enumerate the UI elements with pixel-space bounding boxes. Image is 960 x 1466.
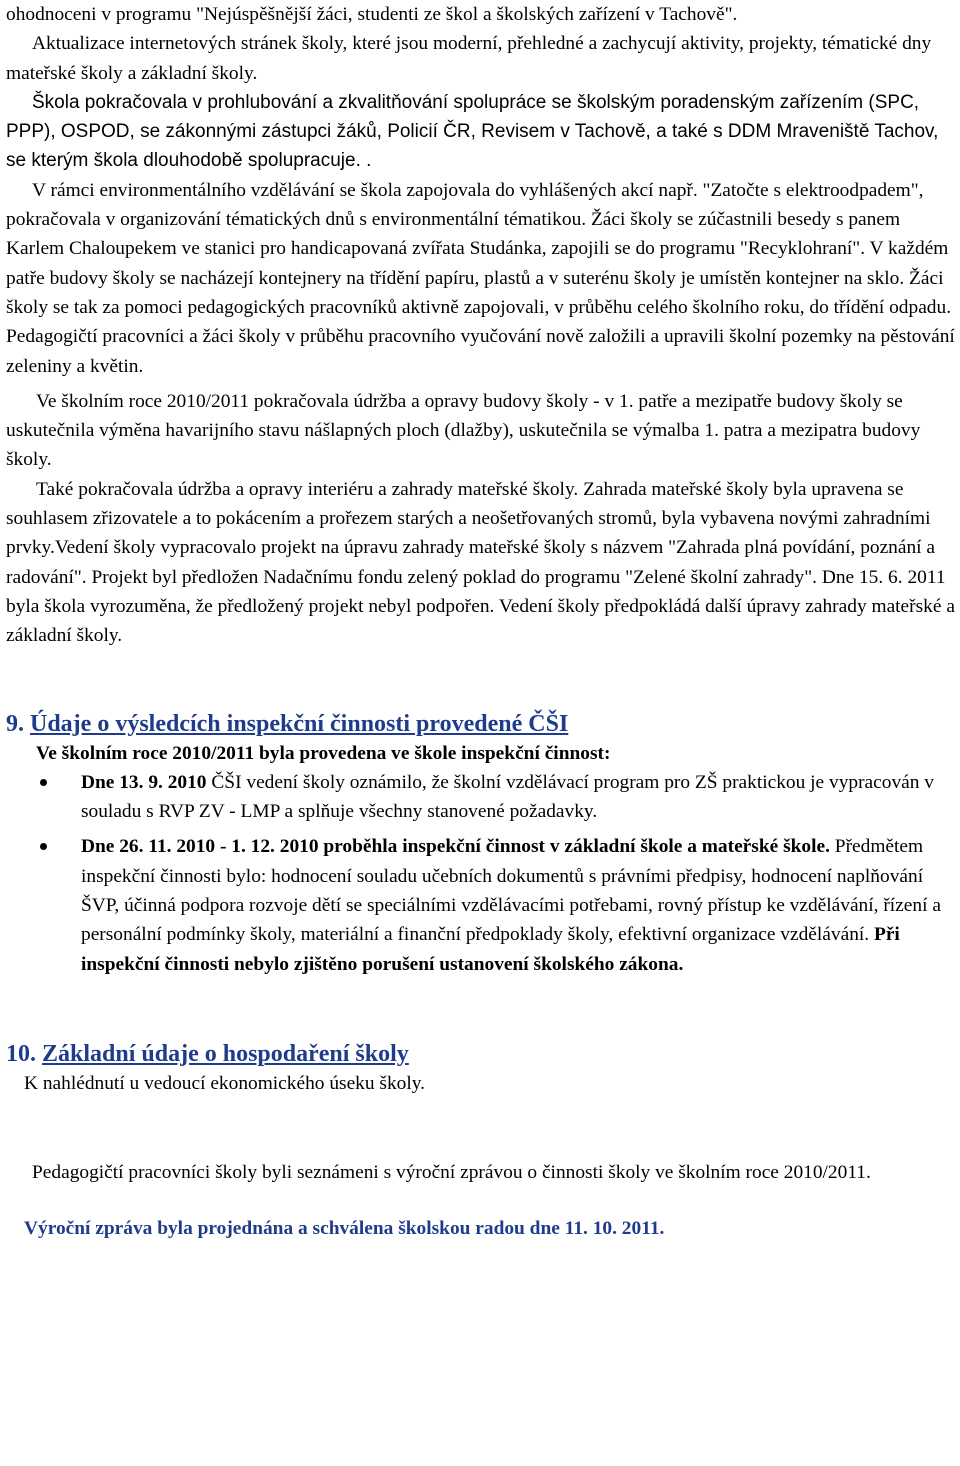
cooperation-paragraph: Škola pokračovala v prohlubování a zkvalitňování spolupráce se školským poradenským zařízením (SPC, PPP), OSPOD, se zákonnými zástupci žáků, Policií ČR, Revisem v Tachově, a také s DDM Mraveniště Tachov, se kterým škola dlouhodobě spolupracuje. . <box>6 91 939 172</box>
inspection-list <box>6 768 956 979</box>
garden-paragraph: Také pokračovala údržba a opravy interiéru a zahrady mateřské školy. Zahrada mateřské školy byla upravena se souhlasem zřizovatele a to pokácením a prořezem starých a neošetřovaných stromů, byla vybavena novými zahradními prvky.Vedení školy vypracovalo projekt na úpravu zahrady mateřské školy s názvem "Zahrada plná povídání, poznání a radování". Projekt byl předložen Nadačnímu fondu zelený poklad do programu "Zelené školní zahrady". Dne 15. 6. 2011 byla škola vyrozuměna, že předložený projekt nebyl podpořen. Vedení školy předpokládá další úpravy zahrady mateřské a základní školy. <box>6 478 955 647</box>
maintenance-paragraph: Ve školním roce 2010/2011 pokračovala údržba a opravy budovy školy - v 1. patře a mezipatře budovy školy se uskutečnila výměna havarijního stavu nášlapných ploch (dlažby), uskutečnila se výmalba 1. patra a mezipatra budovy školy. <box>6 390 921 471</box>
environment-paragraph: V rámci environmentálního vzdělávání se škola zapojovala do vyhlášených akcí např. "Zatočte s elektroodpadem", pokračovala v organizování tématických dnů s environmentální tématikou. Žáci školy se zúčastnili besedy s panem Karlem Chaloupekem ve stanici pro handicapovaná zvířata Studánka, zapojili se do programu "Recyklohraní". V každém patře budovy školy se nacházejí kontejnery na třídění papíru, plastů a v suterénu školy je umístěn kontejner na sklo. Žáci školy se tak za pomoci pedagogických pracovníků aktivně zapojovali, v průběhu celého školního roku, do třídění odpadu. Pedagogičtí pracovníci a žáci školy v průběhu pracovního vyučování nově založili a upravili školní pozemky na pěstování zeleniny a květin. <box>6 179 955 377</box>
list-item: Dne 13. 9. 2010 ČŠI vedení školy oznámilo, že školní vzdělávací program pro ZŠ praktickou je vypracován v souladu s RVP ZV - LMP a splňuje všechny stanovené požadavky. <box>6 768 956 827</box>
section-9-title: Údaje o výsledcích inspekční činnosti provedené ČŠI <box>30 710 569 737</box>
list-item: Dne 26. 11. 2010 - 1. 12. 2010 proběhla inspekční činnost v základní škole a mateřské škole. Předmětem inspekční činnosti bylo: hodnocení souladu učebních dokumentů s právními předpisy, hodnocení naplňování ŠVP, účinná podpora rozvoje dětí se speciálními vzdělávacími potřebami, rovný přístup ke vzdělávání, řízení a personální podmínky školy, materiální a finanční předpoklady školy, efektivní organizace vzdělávání. Při inspekční činnosti nebylo zjištěno porušení ustanovení školského zákona. <box>6 832 956 978</box>
section-9-subtitle: Ve školním roce 2010/2011 byla provedena ve škole inspekční činnost: <box>36 742 611 764</box>
section-10-heading <box>6 1039 956 1069</box>
intro-paragraph-1: ohodnoceni v programu "Nejúspěšnější žáci, studenti ze škol a školských zařízení v Tachově". <box>6 4 738 25</box>
document-page <box>6 0 956 1243</box>
section-9-heading <box>6 709 956 739</box>
section-10-title: Základní údaje o hospodaření školy <box>42 1040 409 1067</box>
staff-note-paragraph: Pedagogičtí pracovníci školy byli seznámeni s výroční zprávou o činnosti školy ve školním roce 2010/2011. <box>32 1162 871 1184</box>
section-10-text: K nahlédnutí u vedoucí ekonomického úseku školy. <box>24 1072 426 1094</box>
section-9-number: 9. <box>6 710 24 737</box>
intro-paragraph-2: Aktualizace internetových stránek školy, které jsou moderní, přehledné a zachycují aktivity, projekty, tématické dny mateřské školy a základní školy. <box>6 33 932 84</box>
section-10-number: 10. <box>6 1040 36 1067</box>
bullet-icon <box>40 779 47 786</box>
approval-statement: Výroční zpráva byla projednána a schválena školskou radou dne 11. 10. 2011. <box>24 1217 665 1239</box>
bullet-icon <box>40 843 47 850</box>
